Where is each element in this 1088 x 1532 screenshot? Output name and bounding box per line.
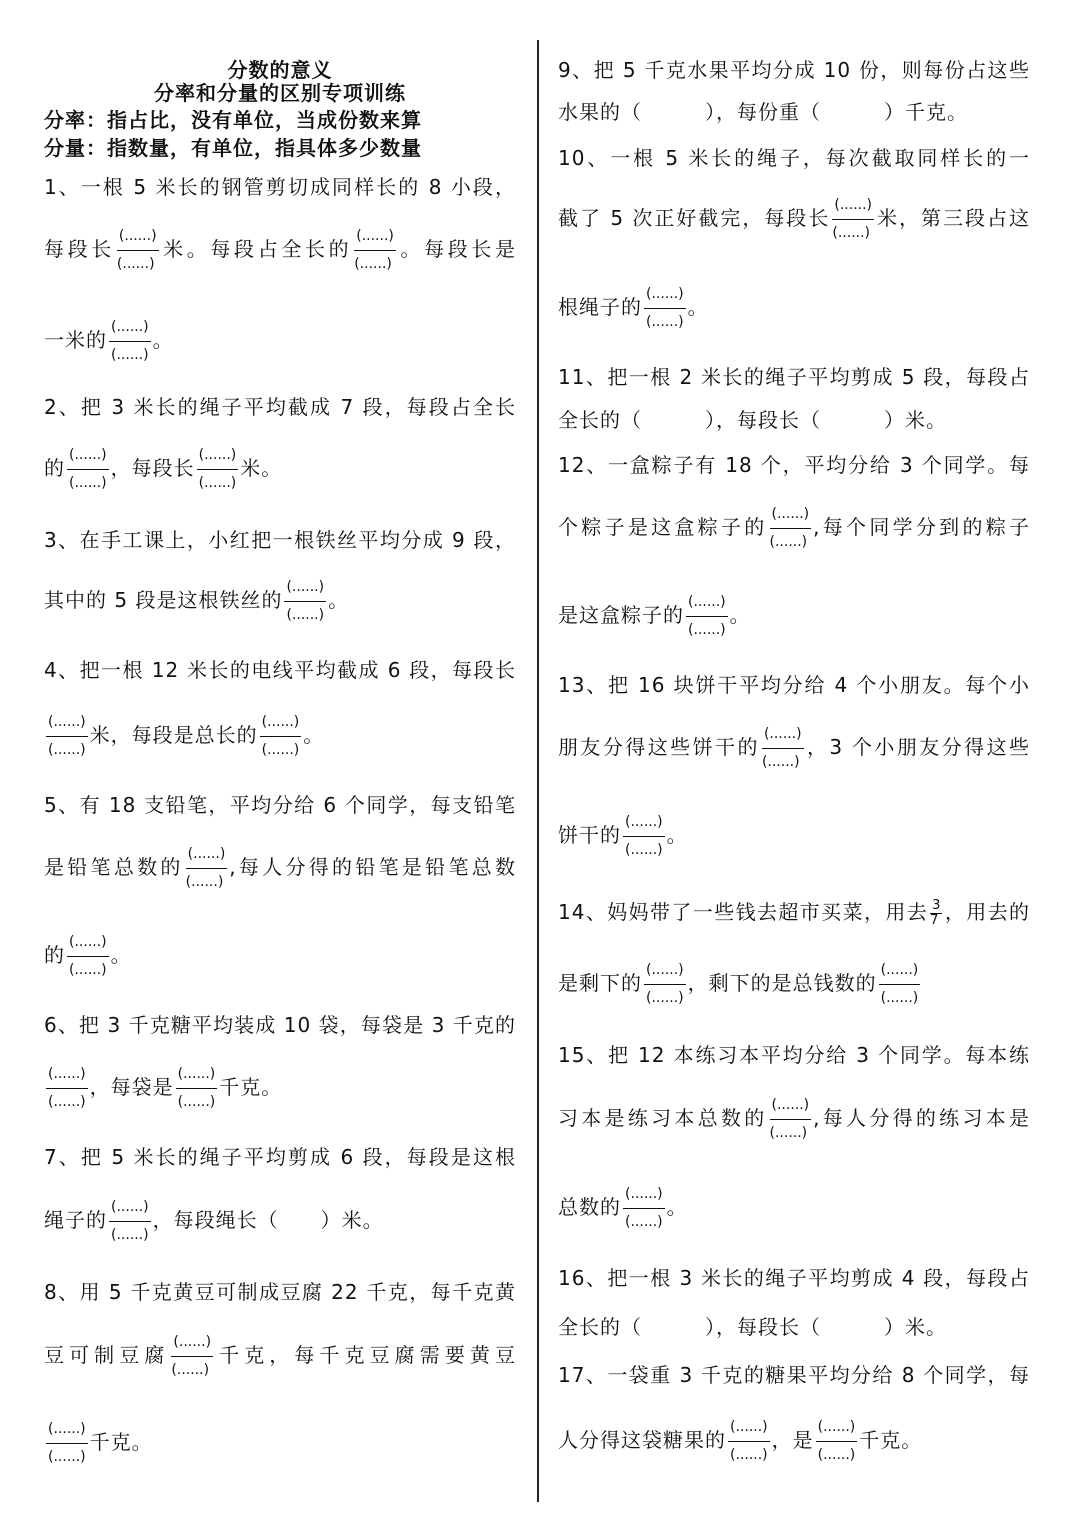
question-text: 3、在手工课上，小红把一根铁丝平均分成 9 段，: [44, 528, 516, 552]
question-text: ,每人分得的练习本是: [813, 1106, 1030, 1130]
question-text: 12、一盒粽子有 18 个，平均分给 3 个同学。每: [558, 453, 1030, 477]
fraction-blank[interactable]: [770, 501, 812, 556]
numerator: (......): [260, 709, 302, 737]
question-text: 13、把 16 块饼干平均分给 4 个小朋友。每个小: [558, 673, 1030, 697]
question-12-line: [558, 497, 1030, 557]
question-2-line: [44, 438, 516, 498]
question-text: 水果的（ ），每份重（ ）千克。: [558, 100, 968, 124]
fraction-blank[interactable]: [623, 1181, 665, 1236]
question-text: 。: [303, 723, 325, 747]
question-text: 米。: [240, 456, 283, 480]
numerator: (......): [67, 442, 109, 470]
numerator: (......): [117, 223, 159, 251]
numerator: (......): [109, 1194, 151, 1222]
fraction-blank[interactable]: [686, 589, 728, 644]
numerator: (......): [644, 957, 686, 985]
fraction-blank[interactable]: [176, 1061, 218, 1116]
numerator: (......): [832, 192, 874, 220]
numerator: (......): [728, 1414, 770, 1442]
question-text: 6、把 3 千克糖平均装成 10 袋，每袋是 3 千克的: [44, 1013, 516, 1037]
denominator: (......): [769, 534, 808, 550]
question-text: ，每段绳长（ ）米。: [152, 1208, 384, 1232]
question-14-line: [558, 953, 1030, 1013]
numerator: (......): [879, 957, 921, 985]
question-text: 米。每段占全长的: [160, 237, 353, 261]
question-text: 是剩下的: [558, 971, 642, 995]
denominator: (......): [111, 347, 149, 363]
numerator: (......): [284, 574, 326, 602]
question-2-line: [44, 377, 516, 437]
question-text: 绳子的: [44, 1208, 107, 1232]
numerator: (......): [109, 314, 151, 342]
question-13-line: [558, 655, 1030, 715]
numerator: (......): [186, 841, 228, 869]
question-8-line: [44, 1262, 516, 1322]
question-text: 14、妈妈带了一些钱去超市买菜，用去: [558, 900, 929, 924]
denominator: (......): [817, 1447, 856, 1463]
numerator: (......): [176, 1061, 218, 1089]
question-8-line: [44, 1325, 516, 1385]
question-4-line: [44, 640, 516, 700]
numerator: (......): [623, 809, 665, 837]
denominator: (......): [48, 742, 86, 758]
denominator: (......): [171, 1362, 210, 1378]
question-text: 豆可制豆腐: [44, 1343, 170, 1367]
denominator: (......): [177, 1094, 216, 1110]
question-text: 每段长: [44, 237, 115, 261]
question-text: 个粽子是这盒粽子的: [558, 515, 768, 539]
question-text: 。: [666, 823, 688, 847]
question-text: ，用去的: [944, 900, 1030, 924]
question-text: 9、把 5 千克水果平均分成 10 份，则每份占这些: [558, 58, 1030, 82]
definition-quantity: 分量：指数量，有单位，指具体多少数量: [44, 136, 422, 160]
fraction: [930, 899, 942, 928]
denominator: (......): [625, 1214, 663, 1230]
worksheet-title: 分数的意义: [227, 58, 333, 82]
question-text: 。: [729, 603, 751, 627]
question-5-line: [44, 775, 516, 835]
question-text: ，每段长: [110, 456, 195, 480]
fraction-blank[interactable]: [109, 1194, 151, 1249]
denominator: (......): [69, 962, 107, 978]
fraction-blank[interactable]: [284, 574, 326, 629]
denominator: 7: [930, 913, 939, 928]
numerator: (......): [171, 1329, 213, 1357]
numerator: (......): [67, 929, 109, 957]
column-divider: [537, 40, 539, 1502]
denominator: (......): [48, 1094, 86, 1110]
question-text: 的: [44, 943, 65, 967]
denominator: (......): [761, 754, 800, 770]
denominator: (......): [116, 256, 155, 272]
question-text: 。: [328, 588, 350, 612]
question-3-line: [44, 570, 516, 630]
fraction-blank[interactable]: [67, 929, 109, 984]
fraction-blank[interactable]: [623, 809, 665, 864]
question-text: 朋友分得这些饼干的: [558, 735, 760, 759]
numerator: (......): [46, 709, 88, 737]
denominator: (......): [198, 475, 237, 491]
fraction-blank[interactable]: [171, 1329, 213, 1384]
numerator: 3: [932, 898, 941, 913]
question-text: 总数的: [558, 1195, 621, 1219]
numerator: (......): [623, 1181, 665, 1209]
question-4-line: [44, 705, 516, 765]
denominator: (......): [111, 1227, 149, 1243]
numerator: (......): [762, 721, 804, 749]
question-text: 米，每段是总长的: [89, 723, 258, 747]
question-13-line: [558, 805, 1030, 865]
numerator: (......): [770, 501, 812, 529]
question-text: 习本是练习本总数的: [558, 1106, 768, 1130]
fraction-blank[interactable]: [879, 957, 921, 1012]
question-text: 人分得这袋糖果的: [558, 1428, 726, 1452]
question-text: 7、把 5 米长的绳子平均剪成 6 段，每段是这根: [44, 1145, 516, 1169]
question-text: 其中的 5 段是这根铁丝的: [44, 588, 283, 612]
question-text: 。: [666, 1195, 688, 1219]
question-text: 千克，每千克豆腐需要黄豆: [215, 1343, 516, 1367]
question-text: ,每人分得的铅笔是铅笔总数: [229, 855, 516, 879]
numerator: (......): [46, 1061, 88, 1089]
definition-rate: 分率：指占比，没有单位，当成份数来算: [44, 108, 422, 132]
question-text: 。: [152, 328, 174, 352]
question-text: 5、有 18 支铅笔，平均分给 6 个同学，每支铅笔: [44, 793, 516, 817]
question-text: 8、用 5 千克黄豆可制成豆腐 22 千克，每千克黄: [44, 1280, 516, 1304]
question-text: 16、把一根 3 米长的绳子平均剪成 4 段，每段占: [558, 1266, 1030, 1290]
denominator: (......): [730, 1447, 768, 1463]
denominator: (......): [48, 1449, 86, 1465]
fraction-blank[interactable]: [770, 1092, 812, 1147]
question-text: 。: [110, 943, 132, 967]
fraction-blank[interactable]: [186, 841, 228, 896]
question-text: ，3 个小朋友分得这些: [805, 735, 1030, 759]
question-text: 1、一根 5 米长的钢管剪切成同样长的 8 小段，: [44, 175, 516, 199]
denominator: (......): [354, 256, 392, 272]
question-text: 根绳子的: [558, 295, 642, 319]
denominator: (......): [69, 475, 107, 491]
question-text: 米，第三段占这: [876, 206, 1030, 230]
fraction-blank[interactable]: [46, 709, 88, 764]
question-14-line: [558, 882, 1030, 942]
question-text: 饼干的: [558, 823, 621, 847]
numerator: (......): [816, 1414, 858, 1442]
fraction-blank[interactable]: [354, 223, 396, 278]
numerator: (......): [644, 281, 686, 309]
fraction-blank[interactable]: [728, 1414, 770, 1469]
question-text: 10、一根 5 米长的绳子，每次截取同样长的一: [558, 146, 1030, 170]
fraction-blank[interactable]: [816, 1414, 858, 1469]
question-text: 。: [687, 295, 709, 319]
question-1-line: [44, 157, 516, 217]
numerator: (......): [354, 223, 396, 251]
question-12-line: [558, 435, 1030, 495]
fraction-blank[interactable]: [109, 314, 151, 369]
denominator: (......): [185, 874, 224, 890]
worksheet-subtitle: 分率和分量的区别专项训练: [154, 81, 406, 105]
fraction-blank[interactable]: [260, 709, 302, 764]
question-text: 17、一袋重 3 千克的糖果平均分给 8 个同学，每: [558, 1363, 1030, 1387]
fraction-blank[interactable]: [762, 721, 804, 776]
question-15-line: [558, 1088, 1030, 1148]
fraction-blank[interactable]: [832, 192, 874, 247]
question-text: 一米的: [44, 328, 107, 352]
question-5-line: [44, 925, 516, 985]
question-text: 千克。: [859, 1428, 923, 1452]
question-15-line: [558, 1177, 1030, 1237]
fraction-blank[interactable]: [67, 442, 109, 497]
question-7-line: [44, 1127, 516, 1187]
question-7-line: [44, 1190, 516, 1250]
fraction-blank[interactable]: [644, 957, 686, 1012]
denominator: (......): [286, 607, 325, 623]
denominator: (......): [880, 990, 919, 1006]
question-15-line: [558, 1025, 1030, 1085]
denominator: (......): [646, 314, 684, 330]
question-3-line: [44, 510, 516, 570]
fraction-blank[interactable]: [197, 442, 239, 497]
question-text: 。每段长是: [397, 237, 516, 261]
fraction-blank[interactable]: [46, 1416, 88, 1471]
question-17-line: [558, 1345, 1030, 1405]
question-10-line: [558, 128, 1030, 188]
question-text: 是铅笔总数的: [44, 855, 184, 879]
denominator: (......): [832, 225, 871, 241]
numerator: (......): [770, 1092, 812, 1120]
question-6-line: [44, 995, 516, 1055]
question-text: 截了 5 次正好截完，每段长: [558, 206, 831, 230]
fraction-blank[interactable]: [644, 281, 686, 336]
question-17-line: [558, 1410, 1030, 1470]
question-text: 11、把一根 2 米长的绳子平均剪成 5 段，每段占: [558, 365, 1030, 389]
question-text: 千克。: [89, 1430, 153, 1454]
fraction-blank[interactable]: [117, 223, 159, 278]
question-text: 15、把 12 本练习本平均分给 3 个同学。每本练: [558, 1043, 1030, 1067]
question-text: 2、把 3 米长的绳子平均截成 7 段，每段占全长: [44, 395, 516, 419]
numerator: (......): [686, 589, 728, 617]
question-13-line: [558, 717, 1030, 777]
denominator: (......): [261, 742, 300, 758]
question-text: 4、把一根 12 米长的电线平均截成 6 段，每段长: [44, 658, 516, 682]
denominator: (......): [625, 842, 663, 858]
question-text: 全长的（ ），每段长（ ）米。: [558, 1315, 947, 1339]
question-8-line: [44, 1412, 516, 1472]
denominator: (......): [688, 622, 726, 638]
question-text: 是这盒粽子的: [558, 603, 684, 627]
question-1-line: [44, 310, 516, 370]
question-text: 的: [44, 456, 65, 480]
denominator: (......): [769, 1125, 808, 1141]
question-6-line: [44, 1057, 516, 1117]
denominator: (......): [646, 990, 684, 1006]
question-12-line: [558, 585, 1030, 645]
question-10-line: [558, 188, 1030, 248]
numerator: (......): [197, 442, 239, 470]
question-text: ，剩下的是总钱数的: [687, 971, 877, 995]
fraction-blank[interactable]: [46, 1061, 88, 1116]
question-5-line: [44, 837, 516, 897]
question-text: 全长的（ ），每段长（ ）米。: [558, 408, 947, 432]
question-text: ,每个同学分到的粽子: [813, 515, 1030, 539]
question-text: ，是: [771, 1428, 814, 1452]
question-10-line: [558, 277, 1030, 337]
numerator: (......): [46, 1416, 88, 1444]
question-text: ，每袋是: [89, 1075, 174, 1099]
question-text: 千克。: [219, 1075, 283, 1099]
question-1-line: [44, 219, 516, 279]
